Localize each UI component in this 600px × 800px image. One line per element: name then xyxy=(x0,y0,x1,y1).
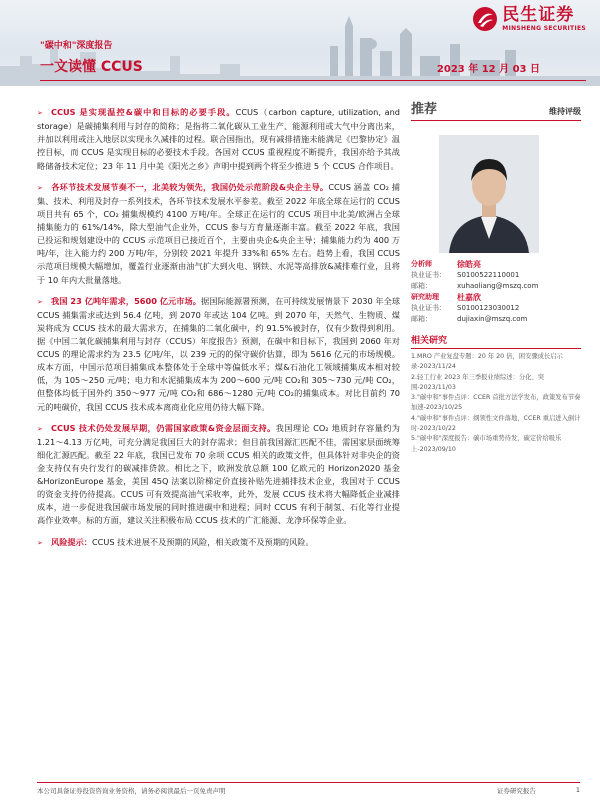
assistant-cert: S0100123030012 xyxy=(457,304,520,312)
email-label: 邮箱： xyxy=(411,282,432,290)
analyst-name: 徐皓亮 xyxy=(457,260,481,269)
disclaimer-note: 本公司具备证券投资咨询业务资格，请务必阅读最后一页免责声明 xyxy=(37,787,226,795)
analyst-cert: S0100522110001 xyxy=(457,271,520,279)
summary-paragraph-1 xyxy=(37,106,400,172)
paragraph-highlight: CCUS 技术仍处发展早期，仍需国家政策&资金层面支持。 xyxy=(51,422,276,433)
header-divider xyxy=(40,80,586,81)
header-banner xyxy=(0,0,600,86)
logo-chinese-name: 民生证券 xyxy=(502,5,575,25)
rating-header xyxy=(411,98,581,121)
company-logo xyxy=(472,6,586,32)
report-date: 2023 年 12 月 03 日 xyxy=(436,64,540,75)
paragraph-text: 我国理论 CO₂ 地质封存容量约为 1.21～4.13 万亿吨，可充分满足我国巨大的封存需求；但目前我国源汇匹配不佳，需国家层面统筹细化汇源匹配。截至 22 年底，我国已发布 70 余项 CCUS 相关的政策文件，但具体针对非央企的资金支持仅有央行发行的碳减排贷款。相比之下，欧洲发放总额 100 亿欧元的 Horizon2020 基金&HorizonEurope 基金，美国 45Q 法案以阶梯定价直接补贴先进捕排技术企业，我国对于 CCUS 的资金支持仍待提高。CCUS 可有效提高油气采收率，此外，发展 CCUS 技术将大幅降低企业减排成本，进一步促进我国碳市场发展的同时推进碳中和进程；同时 CCUS 有利于制氢、石化等行业提高作业效率。标的方面，建议关注积极布局 CCUS 技术的广汇能源、龙净环保等企业。 xyxy=(37,422,400,526)
paragraph-text: CCUS 涵盖 CO₂ 捕集、技术、利用及封存一系列技术，各环节技术发展水平参差。截至 2022 年底全球在运行的 CCUS 项目共有 65 个，CO₂ 捕集规模约 4100 万吨/年。全球正在运行的 CCUS 项目中北美/欧洲占全球捕集能力的 61%/14%，除大型油气企业外，CCUS 参与方育量逐渐丰富。截至 2022 年底，我国已投运和规划建设中的 CCUS 示范项目已接近百个，主要由央企&央企主导；捕集能力约为 400 万吨/年，注入能力约 200 万吨/年，分别较 2021 年提升 33%和 65% 左右。趋势上看，我国 CCUS 示范项目规模大幅增加，覆盖行业逐渐由油气扩大到火电、钢铁、水泥等高排放&减排难行业，且将于 10 年内大批量落地。 xyxy=(37,181,401,285)
related-research-item[interactable]: 4."碳中和"事件点评：纲领性文件落地，CCER 重启进入倒计时-2023/10/22 xyxy=(411,414,581,433)
report-type-tag: "碳中和"深度报告 xyxy=(40,41,113,51)
bullet-arrow-icon: ➢ xyxy=(37,109,43,118)
paragraph-highlight: CCUS 是实现温控&碳中和目标的必要手段。 xyxy=(51,107,236,118)
paragraph-highlight: 风险提示： xyxy=(51,536,92,547)
rating-title: 推荐 xyxy=(411,102,438,117)
bullet-arrow-icon: ➢ xyxy=(37,183,43,192)
rating-status: 维持评级 xyxy=(549,107,581,116)
paragraph-text: 据国际能源署预测，在可持续发展情景下 2030 年全球 CCUS 捕集需求或达到 56.4 亿吨，到 2070 年或达 104 亿吨。到 2070 年，天然气、生物质、煤炭将成为 CCUS 技术的最大需求方，在捕集的二氧化碳中，约 91.5%被封存，仅有少数得到利用。据《中国二氧化碳捕集利用与封存（CCUS）年度报告》预测，在碳中和目标下，我国到 2060 年对 CCUS 的理论需求约为 23.5 亿吨/年，以 239 元的的保守碳价估算，即为 5616 亿元的市场规模。成本方面，中国示范项目捕集成本整体处于全球中等偏低水平；煤&石油化工领域捕集成本相对较低，为 105～250 元/吨；电力和水泥捕集成本为 200～600 元/吨 CO₂和 305～730 元/吨 CO₂，但整体均低于国外约 350～977 元/吨 CO₂和 686～1280 元/吨 CO₂的捕集成本。对比目前约 70 元的吨碳价，我国 CCUS 技术成本离商业化应用仍待大幅下降。 xyxy=(37,295,401,412)
summary-paragraph-4 xyxy=(37,422,400,528)
paragraph-text: CCUS 技术进展不及预期的风险，相关政策不及预期的风险。 xyxy=(91,536,314,547)
analyst-photo xyxy=(439,135,539,253)
cert-label: 执业证书： xyxy=(411,271,446,279)
email-label: 邮箱： xyxy=(411,315,432,323)
analyst-email[interactable]: xuhaoliang@mszq.com xyxy=(457,282,539,290)
assistant-name: 杜嘉欣 xyxy=(457,293,481,302)
report-summary xyxy=(37,98,400,554)
report-title: 一文读懂 CCUS xyxy=(40,59,143,75)
related-research-item[interactable]: 2.轻工行业 2023 年三季报业绩综述：分化、突围-2023/11/03 xyxy=(411,373,545,391)
related-research-title: 相关研究 xyxy=(411,333,581,349)
logo-mark-icon xyxy=(472,6,498,32)
related-research-list xyxy=(411,352,581,455)
page-number: 1 xyxy=(575,786,580,794)
paragraph-text: CCUS（carbon capture, utilization, and storage）是碳捕集利用与封存的简称；是指将二氧化碳从工业生产、能源利用或大气中分离出来，并加以利用或注入地层以实现永久减排的过程。联合国指出，现有减排措施未能满足《巴黎协定》温控目标，而 CCUS 是实现目标的必要技术手段。各国对 CCUS 重视程度不断提升，我国亦给予其战略储备技术定位；23 年 11 月中美《阳光之乡》声明中提到两个将至少推进 5 个 CCUS 合作项目。 xyxy=(37,107,400,171)
assistant-role: 研究助理 xyxy=(411,293,439,301)
assistant-email[interactable]: dujiaxin@mszq.com xyxy=(457,315,528,323)
page-footer xyxy=(37,786,580,795)
bullet-arrow-icon: ➢ xyxy=(37,297,43,306)
analyst-portrait-icon xyxy=(439,135,539,253)
summary-paragraph-3 xyxy=(37,295,400,414)
cert-label: 执业证书： xyxy=(411,304,446,312)
footer-report-type: 证券研究报告 xyxy=(496,787,536,795)
logo-english-name: MINSHENG SECURITIES xyxy=(502,25,586,32)
bullet-arrow-icon: ➢ xyxy=(37,538,43,547)
paragraph-highlight: 我国 23 亿吨年需求，5600 亿元市场。 xyxy=(51,295,201,306)
analyst-role: 分析师 xyxy=(411,260,432,268)
paragraph-highlight: 各环节技术发展节奏不一，北美较为领先，我国仍处示范阶段&央企主导。 xyxy=(51,181,329,192)
related-research-item[interactable]: 5."碳中和"深度报告：碳市场重势待发，碳定价给吸乐上-2023/09/10 xyxy=(411,435,562,453)
summary-paragraph-2 xyxy=(37,181,400,287)
sidebar xyxy=(411,98,581,455)
footer-divider xyxy=(37,782,580,783)
related-research-item[interactable]: 3."碳中和"事件点评：CCER 首批方法学发布，政策发布节奏加速-2023/10/25 xyxy=(411,394,581,412)
risk-warning xyxy=(37,536,400,550)
analyst-info xyxy=(411,259,581,325)
bullet-arrow-icon: ➢ xyxy=(37,424,43,433)
related-research-item[interactable]: 1.MRO 产业复盘专题：20 年 20 倍，困安骤成长启示录-2023/11/24 xyxy=(411,353,563,371)
